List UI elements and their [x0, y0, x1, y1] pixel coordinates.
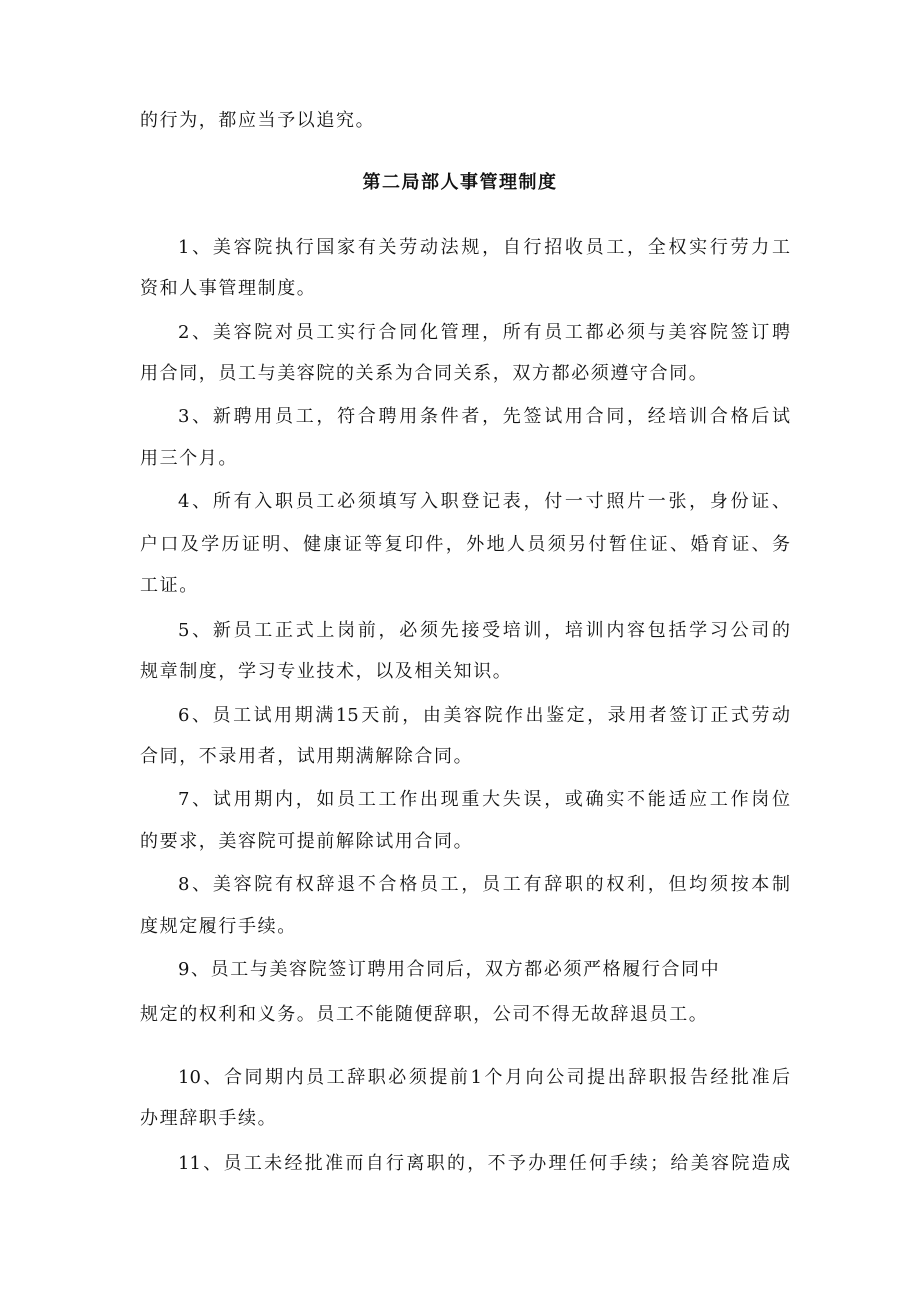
item-2-line-1: 2、美容院对员工实行合同化管理，所有员工都必须与美容院签订聘 — [178, 322, 790, 343]
item-7-line-2: 的要求，美容院可提前解除试用合同。 — [140, 831, 474, 852]
item-5-line-2: 规章制度，学习专业技术，以及相关知识。 — [140, 661, 513, 682]
item-1-line-1: 1、美容院执行国家有关劳动法规，自行招收员工，全权实行劳力工 — [178, 237, 790, 258]
item-9-line-2: 规定的权利和义务。员工不能随便辞职，公司不得无故辞退员工。 — [140, 1004, 709, 1025]
item-7-line-1: 7、试用期内，如员工工作出现重大失误，或确实不能适应工作岗位 — [178, 789, 790, 810]
item-5-line-1: 5、新员工正式上岗前，必须先接受培训，培训内容包括学习公司的 — [178, 620, 790, 641]
item-8-line-1: 8、美容院有权辞退不合格员工，员工有辞职的权利，但均须按本制 — [178, 874, 790, 895]
item-6-line-1: 6、员工试用期满15天前，由美容院作出鉴定，录用者签订正式劳动 — [178, 705, 790, 726]
item-10-line-1: 10、合同期内员工辞职必须提前1个月向公司提出辞职报告经批准后 — [178, 1067, 790, 1088]
item-11-line-1: 11、员工未经批准而自行离职的，不予办理任何手续；给美容院造成 — [178, 1153, 790, 1174]
intro-line: 的行为，都应当予以追究。 — [140, 110, 376, 131]
item-4-line-2: 户口及学历证明、健康证等复印件，外地人员须另付暂住证、婚育证、务 — [140, 534, 790, 555]
item-3-line-1: 3、新聘用员工，符合聘用条件者，先签试用合同，经培训合格后试 — [178, 406, 790, 427]
item-4-line-3: 工证。 — [140, 575, 199, 596]
item-1-line-2: 资和人事管理制度。 — [140, 278, 317, 299]
item-3-line-2: 用三个月。 — [140, 448, 238, 469]
section-title: 第二局部人事管理制度 — [362, 172, 558, 193]
item-4-line-1: 4、所有入职员工必须填写入职登记表，付一寸照片一张，身份证、 — [178, 491, 790, 512]
item-2-line-2: 用合同，员工与美容院的关系为合同关系，双方都必须遵守合同。 — [140, 363, 709, 384]
item-6-line-2: 合同，不录用者，试用期满解除合同。 — [140, 746, 474, 767]
item-9-line-1: 9、员工与美容院签订聘用合同后，双方都必须严格履行合同中 — [178, 959, 721, 980]
item-10-line-2: 办理辞职手续。 — [140, 1108, 278, 1129]
item-8-line-2: 度规定履行手续。 — [140, 916, 297, 937]
